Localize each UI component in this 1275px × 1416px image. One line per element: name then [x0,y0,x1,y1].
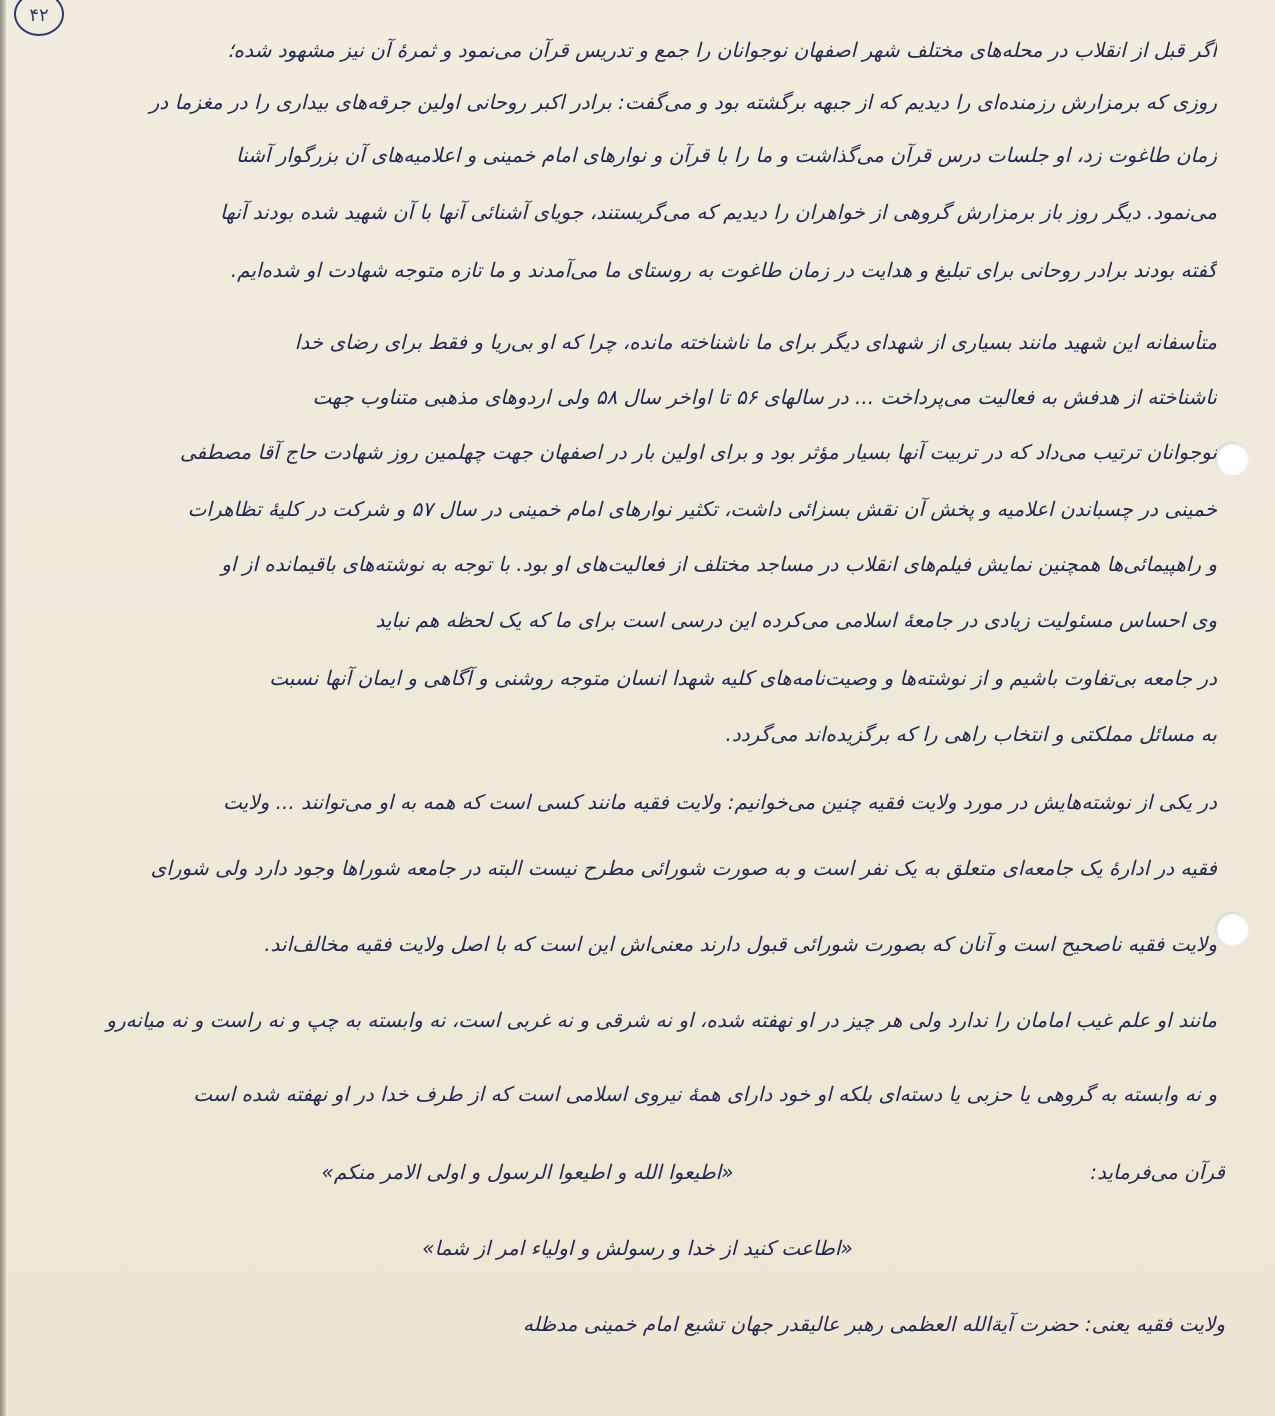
text-line-15: فقیه در ادارهٔ یک جامعه‌ای متعلق به یک نفر است و به صورت شورائی مطرح نیست البته در جامعه شوراها وجود دارد ولی شورای [150,856,1217,880]
page-number-circle: ۴۲ [14,0,64,36]
text-line-13: به مسائل مملکتی و انتخاب راهی را که برگزیده‌اند می‌گردد. [725,722,1217,746]
text-line-3: زمان طاغوت زد، او جلسات درس قرآن می‌گذاشت و ما را با قرآن و نوارهای امام خمینی و اعلامیه‌های آن بزرگوار آشنا [236,143,1217,167]
text-line-1: اگر قبل از انقلاب در محله‌های مختلف شهر اصفهان نوجوانان را جمع و تدریس قرآن می‌نمود و ثمرهٔ آن نیز مشهود شده؛ [227,38,1217,62]
text-line-4: می‌نمود. دیگر روز باز برمزارش گروهی از خواهران را دیدیم که می‌گریستند، جویای آشنائی آنها با آن شهید شده بودند آنها [219,200,1217,224]
text-line-8: نوجوانان ترتیب می‌داد که در تربیت آنها بسیار مؤثر بود و برای اولین بار در اصفهان جهت چهلمین روز شهادت حاج آقا مصطفی [179,440,1217,464]
binder-hole-top [1215,442,1249,476]
quran-verse-arabic: «اطیعوا الله و اطیعوا الرسول و اولی الامر منکم» [321,1160,734,1184]
text-line-6: متأسفانه این شهید مانند بسیاری از شهدای دیگر برای ما ناشناخته مانده، چرا که او بی‌ریا و فقط برای رضای خدا [294,330,1217,354]
text-line-14: در یکی از نوشته‌هایش در مورد ولایت فقیه چنین می‌خوانیم: ولایت فقیه مانند کسی است که همه به او می‌توانند ... ولایت [223,790,1217,814]
quran-verse-translation: «اطاعت کنید از خدا و رسولش و اولیاء امر از شما» [422,1236,853,1260]
text-line-9: خمینی در چسباندن اعلامیه و پخش آن نقش بسزائی داشت، تکثیر نوارهای امام خمینی در سال ۵۷ و شرکت در کلیهٔ تظاهرات [187,497,1217,521]
page-shadow-edge [0,0,6,1416]
text-line-10: و راهپیمائی‌ها همچنین نمایش فیلم‌های انقلاب در مساجد مختلف از فعالیت‌های او بود. با توجه به نوشته‌های باقیمانده از او [221,552,1217,576]
text-line-11: وی احساس مسئولیت زیادی در جامعهٔ اسلامی می‌کرده این درسی است برای ما که یک لحظه هم نباید [375,608,1217,632]
text-line-7: ناشناخته از هدفش به فعالیت می‌پرداخت ... در سالهای ۵۶ تا اواخر سال ۵۸ ولی اردوهای مذهبی متناوب جهت [312,385,1217,409]
text-line-18: و نه وابسته به گروهی یا حزبی یا دسته‌ای بلکه او خود دارای همهٔ نیروی اسلامی است که از طرف خدا در او نهفته شده است [193,1082,1217,1106]
text-line-17: مانند او علم غیب امامان را ندارد ولی هر چیز در او نهفته شده، او نه شرقی و نه غربی است، نه وابسته به چپ و نه راست و نه میانه‌رو [106,1008,1217,1032]
text-line-2: روزی که برمزارش رزمنده‌ای را دیدیم که از جبهه برگشته بود و می‌گفت: برادر اکبر روحانی اولین جرقه‌های بیداری را در مغزما در [149,90,1217,114]
text-line-5: گفته بودند برادر روحانی برای تبلیغ و هدایت در زمان طاغوت به روستای ما می‌آمدند و ما تازه متوجه شهادت او شده‌ایم. [230,258,1217,282]
quran-intro: قرآن می‌فرماید: [1090,1160,1225,1184]
text-line-12: در جامعه بی‌تفاوت باشیم و از نوشته‌ها و وصیت‌نامه‌های کلیه شهدا انسان متوجه روشنی و آگاهی و ایمان آنها نسبت [269,666,1217,690]
text-line-16: ولایت فقیه ناصحیح است و آنان که بصورت شورائی قبول دارند معنی‌اش این است که با اصل ولایت فقیه مخالف‌اند. [264,932,1217,956]
binder-hole-bottom [1215,912,1249,946]
closing-line: ولایت فقیه یعنی: حضرت آیة‌الله العظمی رهبر عالیقدر جهان تشیع امام خمینی مدظله [522,1312,1225,1336]
